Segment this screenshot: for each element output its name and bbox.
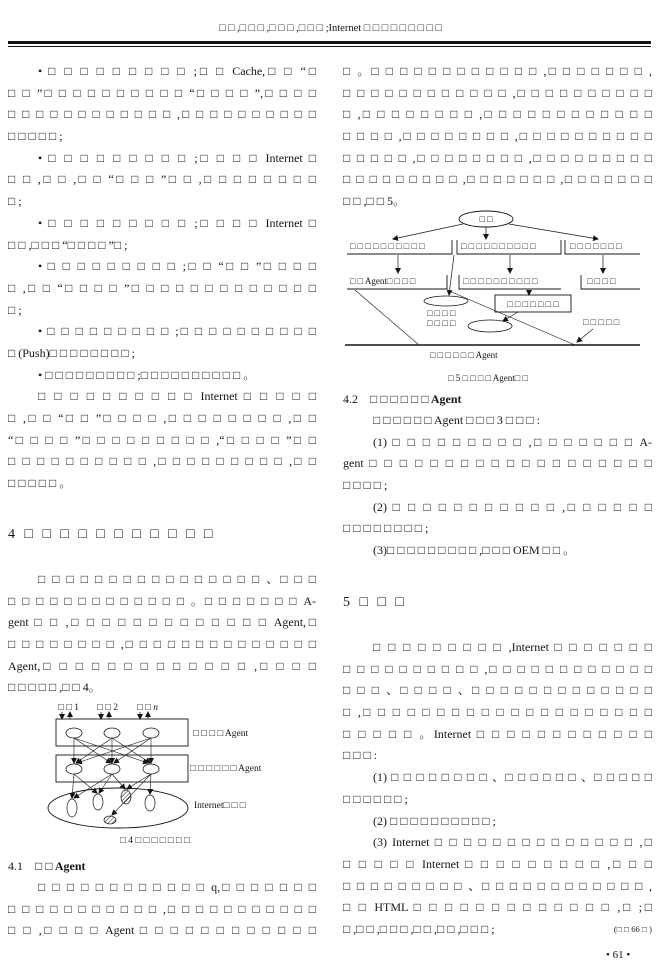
text-line: □ □ ,□ □ 5。: [343, 194, 405, 209]
text-line: □ □ □ □ □ ,□ □ 4。: [8, 680, 101, 695]
text-line: □ 。□ □ □ □ □ □ □ □ □ □ □ □ ,□ □ □ □ □ □ □ ,: [343, 64, 652, 78]
fig5-row1-box-1: □ □ □ □ □ □ □ □ □ □: [350, 241, 425, 251]
text-line: □ □ □ □ □ □ ;: [343, 791, 408, 806]
text-line: □ □ ,□ □ □ □ Agent □ □ □ □ □ □ □ □ □ □ □ □: [8, 923, 316, 938]
text-line: □ □ □ □ □ □ □ □ □ □ □ □ □ □ □ □ 、□ □ □: [38, 572, 316, 586]
fig4-caption: □ 4 □ □ □ □ □ □ □: [120, 836, 190, 846]
text-line: □ □ ”□ □ □ □ □ □ □ □ □ □ “□ □ □ □ ”,□ □ □ □: [8, 85, 316, 100]
text-line: □ □ □ □ □ □ □ □ □ ,Internet □ □ □ □ □ □ □: [373, 640, 652, 654]
text-line: □ □ □ 、□ □ □ □ 、□ □ □ □ □ □ □ □ □ □ □ □ □: [343, 683, 652, 698]
text-line: □ ,□ □ “□ □ □ □ ”□ □ □ □ □ □ □ □ □ □ □ □ □: [8, 280, 316, 295]
fig5-db-top: [424, 296, 468, 306]
text-line: • □ □ □ □ □ □ □ □ □ ;□ □ □ □ □ □ □ □ □ □ 。: [38, 367, 256, 382]
text-line: □ □ □ □ □ □ □ □ □ □ □ ,□ □ □ □ □ □ □ □ □ □ □: [8, 901, 316, 916]
fig4-input-2: □ □ 2: [97, 703, 118, 713]
section-5-heading: 5 □ □ □: [343, 595, 404, 610]
fig4-site-node: [93, 794, 103, 810]
fig4-input-arrows: [62, 712, 148, 719]
text-line: □ □ ,□ □ ,□ □ “□ □ □ ”□ □ ,□ □ □ □ □ □ □ □: [8, 172, 316, 187]
left-bullet-list: [8, 61, 316, 495]
text-line: □ □ □ □ □ □ □ □ □ 、□ □ □ □ □ □ □ □ □ □ □ □ ,: [343, 878, 652, 893]
fig4-agent-node: [104, 728, 120, 738]
figure-5: [343, 208, 643, 388]
text-line: (1) □ □ □ □ □ □ □ □ □ ,□ □ □ □ □ □ □ A-: [373, 434, 652, 449]
section-4-paragraph: [8, 569, 316, 699]
text-line: □ □ □ □ □ Internet □ □ □ □ □ □ □ □ □ ,□ □ □: [343, 856, 652, 871]
fig4-collector-node: [104, 764, 120, 774]
fig4-site-node: [67, 799, 77, 817]
fig4-layer-links: [74, 738, 151, 763]
fig4-site-node: [145, 795, 155, 811]
text-line: (2) □ □ □ □ □ □ □ □ □ □ □ ,□ □ □ □ □ □: [373, 499, 652, 514]
fig4-input-1: □ □ 1: [58, 703, 79, 713]
fig4-collector-node: [66, 764, 82, 774]
fig4-layer-2-label: □ □ □ □ □ □ Agent: [190, 764, 262, 774]
section-4-2-heading: [343, 388, 652, 410]
text-line: (3)□ □ □ □ □ □ □ □ □ ,□ □ □ OEM □ □ 。: [373, 543, 576, 558]
text-line: Agent,□ □ □ □ □ □ □ □ □ □ □ □ □ ,□ □ □ □: [8, 658, 316, 673]
section-4-heading: 4 □ □ □ □ □ □ □ □ □ □ □: [8, 527, 213, 542]
header-rule-thick: [8, 41, 651, 44]
text-line: □ (Push)□ □ □ □ □ □ □ □ ;: [8, 345, 135, 360]
continued-note: (□ □ 66 □ ): [613, 923, 652, 934]
fig5-row2-box-2: □ □ □ □ □ □ □ □ □ □: [463, 276, 538, 286]
text-line: □ □ □ □ □ ;: [8, 129, 63, 144]
section-4-1-paragraph: [8, 877, 316, 942]
text-line: (2) □ □ □ □ □ □ □ □ □ □ ;: [373, 813, 496, 828]
text-line: □ □ □ □ □ □ □ □ □ ,□ □ □ □ □ □ □ ,□ □ □ □ □ □ □: [343, 172, 652, 187]
fig5-row2-box-3: □ □ □ □: [587, 276, 616, 286]
fig4-collector-node: [143, 764, 159, 774]
fig4-internet-links: [72, 774, 151, 815]
fig5-db-bottom: [468, 320, 512, 332]
section-number: 4.1: [8, 859, 23, 873]
section-number: 4.2: [343, 392, 358, 406]
fig5-store-label: □ □ □ □ □ □ □: [507, 299, 559, 309]
text-line: gent □ □ □ □ □ □ □ □ □ □ □ □ □ □ □ □ □ □ □: [343, 456, 652, 471]
header-rule-thin: [8, 46, 651, 47]
text-line: “□ □ □ □ ”□ □ □ □ □ □ □ □ □ ,“□ □ □ □ ”□ □: [8, 432, 316, 447]
text-line: • □ □ □ □ □ □ □ □ □ ;□ □ □ □ Internet □: [38, 215, 316, 230]
right-top-paragraph: [343, 61, 652, 213]
section-title: □ □ Agent: [35, 859, 86, 873]
fig5-row2-box-1: □ □ Agent□ □ □ □: [350, 276, 416, 286]
text-line: □ □ □ □ □ □ □ □ □ □ □ □ q,□ □ □ □ □ □ □: [38, 880, 316, 894]
text-line: • □ □ □ □ □ □ □ □ □ ;□ □ “□ □ ”□ □ □ □: [38, 259, 316, 274]
text-line: □ □ □ □ □ 。Internet □ □ □ □ □ □ □ □ □ □ □ □: [343, 726, 652, 741]
text-line: [343, 919, 652, 941]
page-number: • 61 •: [606, 949, 631, 961]
text-line: □ □ □ □ □ □ □ □ □ □ □ □ ,□ □ □ □ □ □ □ □ □ □: [8, 107, 316, 122]
text-line: □ □ □ □ □ ,□ □ □ □ □ □ □ □ ,□ □ □ □ □ □ □ □ □: [343, 150, 652, 165]
text-line: • □ □ □ □ □ □ □ □ □ ;□ □ □ □ Internet □: [38, 150, 316, 165]
text-line: □ □ □ □ □ 。: [8, 476, 72, 491]
figure-4: [40, 700, 310, 852]
text-line: (1) □ □ □ □ □ □ □ □ 、□ □ □ □ □ □ 、□ □ □ □ □: [373, 770, 652, 785]
section-4-2-list: [343, 410, 652, 562]
text-line: • □ □ □ □ □ □ □ □ □ ;□ □ Cache,□ □ “□: [38, 64, 316, 78]
text-line: □ ,□ □ □ □ □ □ □ □ □ □ □ □ □ □ □ □ □ □ □ □: [343, 705, 652, 720]
text-line-content: □ ,□ □ ,□ □ □ ,□ □ ,□ □ ,□ □ □ ;: [343, 921, 495, 936]
text-line: (3) Internet □ □ □ □ □ □ □ □ □ □ □ □ □ □ ,□: [373, 835, 652, 850]
fig5-side-arrow: [577, 329, 593, 342]
fig5-side-label: □ □ □ □ □: [583, 317, 620, 327]
fig5-row1-box-2: □ □ □ □ □ □ □ □ □ □: [461, 241, 536, 251]
fig5-row1-box-3: □ □ □ □ □ □ □: [570, 241, 622, 251]
text-line: □ □ □ □ □ □ □ □ □ □ Internet □ □ □ □ □: [38, 389, 316, 404]
running-header: □ □ ,□ □ □ ,□ □ □ ,□ □ □ ;Internet □ □ □ □ □ □ □ □ □: [219, 23, 442, 34]
text-line: □ □ HTML □ □ □ □ □ □ □ □ □ □ □ □ □ ,□ ;□: [343, 900, 652, 915]
text-line: □ □ ,□ □ □ “□ □ □ □ ”□ ;: [8, 237, 128, 252]
fig5-db-label: □ □ □ □: [427, 308, 456, 318]
fig5-base-label: □ □ □ □ □ □ Agent: [430, 350, 498, 360]
fig5-db-label: □ □ □ □: [427, 318, 456, 328]
fig4-agent-node: [66, 728, 82, 738]
section-5-paragraph: [343, 637, 652, 941]
fig4-layer-1-label: □ □ □ □ Agent: [193, 729, 249, 739]
text-line: gent □ □ ,□ □ □ □ □ □ □ □ □ □ □ □ □ Agent,□: [8, 615, 316, 630]
text-line: □ □ □ □ □ □ □ □ □ □ □ □ ,□ □ □ □ □ □ □ □ □ □: [343, 85, 652, 100]
text-line: □ □ □ □ ,□ □ □ □ □ □ □ □ ,□ □ □ □ □ □ □ □ □ □: [343, 129, 652, 144]
text-line: □ □ □ □ □ □ □ □ □ □ □ □ □ 。□ □ □ □ □ □ □ A-: [8, 593, 316, 608]
text-line: • □ □ □ □ □ □ □ □ □ ;□ □ □ □ □ □ □ □ □ □: [38, 324, 316, 339]
text-line: □ ;: [8, 302, 22, 317]
fig4-agent-node: [143, 728, 159, 738]
fig5-top-label: □ □: [479, 214, 493, 224]
text-line: □ ,□ □ □ □ □ □ □ □ ,□ □ □ □ □ □ □ □ □ □ □ □: [343, 107, 652, 122]
text-line: □ □ □ □ □ □ □ □ ;: [343, 521, 429, 536]
fig4-site-node: [121, 790, 131, 804]
text-line: □ ,□ □ “□ □ ”□ □ □ □ ,□ □ □ □ □ □ □ □ ,□ □: [8, 411, 316, 425]
text-line: □ □ □ □ □ □ Agent □ □ □ 3 □ □ □ :: [373, 413, 540, 427]
text-line: □ ;: [8, 194, 22, 209]
fig5-caption: □ 5 □ □ □ □ Agent□ □: [448, 373, 528, 383]
section-4-1-heading: [8, 855, 316, 877]
text-line: □ □ □ □ □ □ □ □ □ □ ,□ □ □ □ □ □ □ □ □ □ □ □: [343, 661, 652, 676]
fig4-input-n: □ □ n: [137, 703, 158, 713]
fig4-site-node: [104, 816, 116, 824]
text-line: □ □ □ :: [343, 748, 378, 763]
text-line: □ □ □ □ □ □ □ □ ,□ □ □ □ □ □ □ □ □ □ □ □ □ □: [8, 637, 316, 652]
section-title: □ □ □ □ □ □ Agent: [370, 392, 462, 406]
text-line: □ □ □ □ □ □ □ □ □ □ ,□ □ □ □ □ □ □ □ □ ,□ □: [8, 454, 316, 469]
fig4-internet-label: Internet□ □ □: [194, 801, 246, 811]
text-line: □ □ □ □ ;: [343, 478, 388, 493]
